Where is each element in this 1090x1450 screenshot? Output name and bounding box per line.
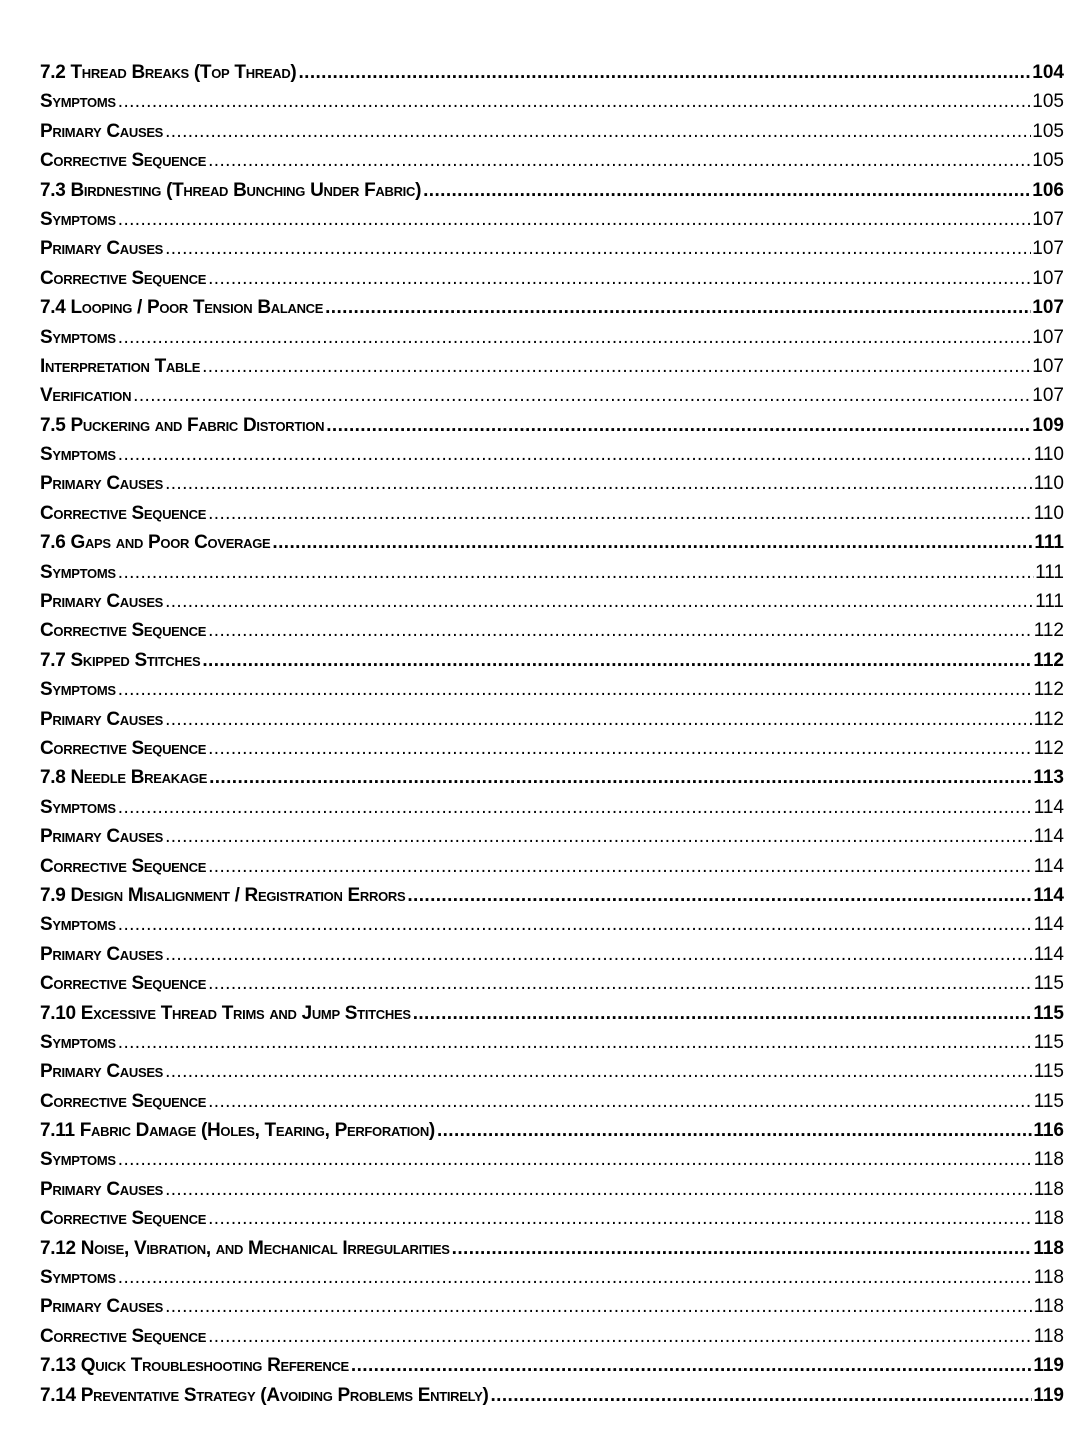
dot-leader — [208, 1322, 1033, 1351]
toc-entry-title: Interpretation Table — [40, 355, 201, 377]
toc-section-entry[interactable] — [40, 881, 1064, 910]
toc-entry-page-number: 119 — [1033, 1355, 1064, 1377]
toc-entry-title: Primary Causes — [40, 591, 164, 613]
toc-subsection-entry[interactable] — [40, 675, 1064, 704]
toc-entry-title: Corrective Sequence — [40, 150, 207, 172]
toc-entry-title: Symptoms — [40, 796, 116, 818]
toc-entry-title: Corrective Sequence — [40, 1208, 207, 1230]
toc-section-entry[interactable] — [40, 1234, 1064, 1263]
toc-entry-title: Primary Causes — [40, 708, 164, 730]
toc-entry-title: Primary Causes — [40, 826, 164, 848]
toc-entry-title: Symptoms — [40, 1031, 116, 1053]
toc-subsection-entry[interactable] — [40, 469, 1064, 498]
toc-entry-title: 7.7 Skipped Stitches — [40, 649, 201, 671]
dot-leader — [208, 264, 1031, 293]
toc-entry-title: Corrective Sequence — [40, 267, 207, 289]
dot-leader — [118, 205, 1032, 234]
toc-entry-title: Verification — [40, 385, 132, 407]
toc-subsection-entry[interactable] — [40, 1292, 1064, 1321]
toc-subsection-entry[interactable] — [40, 558, 1064, 587]
toc-entry-title: Symptoms — [40, 444, 116, 466]
toc-subsection-entry[interactable] — [40, 910, 1064, 939]
toc-section-entry[interactable] — [40, 528, 1064, 557]
toc-entry-page-number: 112 — [1033, 620, 1064, 642]
toc-entry-page-number: 112 — [1033, 679, 1064, 701]
dot-leader — [118, 910, 1033, 939]
toc-subsection-entry[interactable] — [40, 1175, 1064, 1204]
toc-entry-title: 7.6 Gaps and Poor Coverage — [40, 532, 271, 554]
dot-leader — [423, 176, 1031, 205]
dot-leader — [118, 323, 1032, 352]
dot-leader — [208, 1087, 1033, 1116]
toc-entry-page-number: 112 — [1033, 649, 1064, 671]
toc-entry-page-number: 107 — [1032, 297, 1064, 319]
toc-entry-title: Symptoms — [40, 679, 116, 701]
toc-subsection-entry[interactable] — [40, 499, 1064, 528]
dot-leader — [490, 1381, 1032, 1410]
toc-entry-title: Symptoms — [40, 91, 116, 113]
toc-entry-title: Symptoms — [40, 1267, 116, 1289]
toc-entry-page-number: 115 — [1033, 1090, 1064, 1112]
toc-entry-page-number: 116 — [1033, 1120, 1064, 1142]
dot-leader — [452, 1234, 1033, 1263]
dot-leader — [407, 881, 1032, 910]
dot-leader — [118, 440, 1033, 469]
toc-section-entry[interactable] — [40, 176, 1064, 205]
toc-entry-page-number: 109 — [1032, 414, 1064, 436]
toc-entry-page-number: 104 — [1032, 62, 1064, 83]
toc-entry-page-number: 106 — [1032, 179, 1064, 201]
toc-subsection-entry[interactable] — [40, 852, 1064, 881]
dot-leader — [118, 1028, 1033, 1057]
toc-entry-page-number: 105 — [1032, 150, 1064, 172]
toc-section-entry[interactable] — [40, 1351, 1064, 1380]
toc-section-entry[interactable] — [40, 999, 1064, 1028]
toc-entry-title: Corrective Sequence — [40, 855, 207, 877]
toc-entry-title: Symptoms — [40, 1149, 116, 1171]
dot-leader — [202, 646, 1032, 675]
toc-subsection-entry[interactable] — [40, 323, 1064, 352]
toc-entry-title: 7.4 Looping / Poor Tension Balance — [40, 297, 324, 319]
dot-leader — [165, 940, 1033, 969]
toc-subsection-entry[interactable] — [40, 705, 1064, 734]
toc-entry-page-number: 112 — [1033, 708, 1064, 730]
toc-entry-page-number: 118 — [1033, 1237, 1064, 1259]
toc-section-entry[interactable] — [40, 293, 1064, 322]
toc-entry-page-number: 118 — [1033, 1296, 1064, 1318]
dot-leader — [351, 1351, 1032, 1380]
toc-entry-page-number: 107 — [1032, 267, 1064, 289]
toc-subsection-entry[interactable] — [40, 587, 1064, 616]
toc-entry-title: Corrective Sequence — [40, 1090, 207, 1112]
dot-leader — [165, 1057, 1033, 1086]
toc-entry-page-number: 118 — [1033, 1267, 1064, 1289]
toc-entry-page-number: 110 — [1033, 444, 1064, 466]
toc-section-entry[interactable] — [40, 411, 1064, 440]
toc-entry-page-number: 114 — [1033, 826, 1064, 848]
toc-subsection-entry[interactable] — [40, 117, 1064, 146]
toc-entry-page-number: 115 — [1033, 1031, 1064, 1053]
toc-entry-title: 7.8 Needle Breakage — [40, 767, 208, 789]
toc-subsection-entry[interactable] — [40, 1145, 1064, 1174]
toc-subsection-entry[interactable] — [40, 1087, 1064, 1116]
dot-leader — [165, 234, 1031, 263]
dot-leader — [413, 999, 1033, 1028]
toc-entry-title: 7.11 Fabric Damage (Holes, Tearing, Perforation) — [40, 1120, 435, 1142]
toc-entry-page-number: 118 — [1033, 1325, 1064, 1347]
dot-leader — [326, 411, 1031, 440]
toc-entry-page-number: 107 — [1032, 355, 1064, 377]
toc-subsection-entry[interactable] — [40, 1204, 1064, 1233]
toc-entry-title: Symptoms — [40, 208, 116, 230]
dot-leader — [202, 352, 1031, 381]
toc-entry-title: Primary Causes — [40, 943, 164, 965]
toc-subsection-entry[interactable] — [40, 146, 1064, 175]
toc-entry-page-number: 114 — [1033, 855, 1064, 877]
dot-leader — [165, 822, 1033, 851]
toc-entry-title: Primary Causes — [40, 473, 164, 495]
toc-entry-title: Symptoms — [40, 561, 116, 583]
toc-section-entry[interactable] — [40, 646, 1064, 675]
dot-leader — [118, 87, 1032, 116]
toc-entry-title: Corrective Sequence — [40, 973, 207, 995]
toc-entry-title: Primary Causes — [40, 1061, 164, 1083]
toc-entry-page-number: 110 — [1033, 502, 1064, 524]
dot-leader — [165, 117, 1031, 146]
toc-entry-title: 7.12 Noise, Vibration, and Mechanical Irregularities — [40, 1237, 450, 1259]
toc-entry-title: Corrective Sequence — [40, 502, 207, 524]
toc-entry-page-number: 107 — [1032, 238, 1064, 260]
toc-entry-title: Corrective Sequence — [40, 737, 207, 759]
toc-entry-page-number: 105 — [1032, 120, 1064, 142]
toc-subsection-entry[interactable] — [40, 1028, 1064, 1057]
toc-entry-page-number: 111 — [1035, 591, 1064, 613]
dot-leader — [118, 1145, 1033, 1174]
dot-leader — [325, 293, 1031, 322]
toc-subsection-entry[interactable] — [40, 1057, 1064, 1086]
toc-entry-page-number: 118 — [1033, 1178, 1064, 1200]
dot-leader — [165, 469, 1033, 498]
toc-entry-page-number: 110 — [1033, 473, 1064, 495]
toc-entry-page-number: 111 — [1035, 561, 1064, 583]
toc-entry-title: 7.10 Excessive Thread Trims and Jump Stitches — [40, 1002, 411, 1024]
toc-entry-page-number: 118 — [1033, 1149, 1064, 1171]
dot-leader — [118, 1263, 1033, 1292]
toc-entry-title: 7.9 Design Misalignment / Registration Errors — [40, 884, 406, 906]
toc-entry-page-number: 114 — [1033, 884, 1064, 906]
dot-leader — [272, 528, 1033, 557]
toc-entry-page-number: 113 — [1033, 767, 1064, 789]
toc-subsection-entry[interactable] — [40, 87, 1064, 116]
dot-leader — [208, 734, 1033, 763]
toc-entry-page-number: 119 — [1033, 1384, 1064, 1406]
dot-leader — [208, 969, 1033, 998]
dot-leader — [118, 558, 1034, 587]
toc-entry-title: 7.5 Puckering and Fabric Distortion — [40, 414, 325, 436]
toc-subsection-entry[interactable] — [40, 352, 1064, 381]
toc-subsection-entry[interactable] — [40, 264, 1064, 293]
dot-leader — [208, 616, 1033, 645]
toc-subsection-entry[interactable] — [40, 822, 1064, 851]
toc-entry-page-number: 111 — [1034, 532, 1064, 554]
toc-subsection-entry[interactable] — [40, 234, 1064, 263]
dot-leader — [133, 381, 1031, 410]
dot-leader — [208, 1204, 1033, 1233]
toc-entry-title: Symptoms — [40, 914, 116, 936]
dot-leader — [165, 1292, 1033, 1321]
dot-leader — [165, 587, 1034, 616]
toc-section-entry[interactable] — [40, 58, 1064, 87]
toc-entry-page-number: 105 — [1032, 91, 1064, 113]
table-of-contents — [40, 58, 1064, 1410]
toc-entry-title: Primary Causes — [40, 1178, 164, 1200]
toc-entry-page-number: 107 — [1032, 385, 1064, 407]
toc-subsection-entry[interactable] — [40, 1322, 1064, 1351]
toc-subsection-entry[interactable] — [40, 616, 1064, 645]
toc-section-entry[interactable] — [40, 763, 1064, 792]
dot-leader — [165, 705, 1033, 734]
dot-leader — [208, 499, 1033, 528]
toc-entry-title: Symptoms — [40, 326, 116, 348]
toc-entry-page-number: 114 — [1033, 914, 1064, 936]
toc-subsection-entry[interactable] — [40, 205, 1064, 234]
toc-entry-title: Primary Causes — [40, 120, 164, 142]
toc-subsection-entry[interactable] — [40, 793, 1064, 822]
toc-subsection-entry[interactable] — [40, 969, 1064, 998]
toc-entry-title: 7.13 Quick Troubleshooting Reference — [40, 1355, 349, 1377]
toc-entry-title: Corrective Sequence — [40, 620, 207, 642]
toc-entry-page-number: 114 — [1033, 943, 1064, 965]
toc-entry-title: Primary Causes — [40, 238, 164, 260]
toc-entry-page-number: 107 — [1032, 208, 1064, 230]
toc-entry-page-number: 114 — [1033, 796, 1064, 818]
toc-entry-title: 7.14 Preventative Strategy (Avoiding Problems Entirely) — [40, 1384, 489, 1406]
toc-entry-page-number: 118 — [1033, 1208, 1064, 1230]
toc-entry-title: Primary Causes — [40, 1296, 164, 1318]
dot-leader — [208, 146, 1031, 175]
toc-entry-page-number: 112 — [1033, 737, 1064, 759]
dot-leader — [118, 793, 1033, 822]
dot-leader — [209, 763, 1032, 792]
toc-section-entry[interactable] — [40, 1116, 1064, 1145]
toc-subsection-entry[interactable] — [40, 1263, 1064, 1292]
dot-leader — [118, 675, 1033, 704]
toc-subsection-entry[interactable] — [40, 734, 1064, 763]
toc-entry-page-number: 115 — [1033, 973, 1064, 995]
dot-leader — [437, 1116, 1032, 1145]
toc-entry-page-number: 115 — [1033, 1002, 1064, 1024]
toc-subsection-entry[interactable] — [40, 940, 1064, 969]
toc-subsection-entry[interactable] — [40, 381, 1064, 410]
toc-entry-page-number: 115 — [1033, 1061, 1064, 1083]
dot-leader — [208, 852, 1033, 881]
toc-subsection-entry[interactable] — [40, 440, 1064, 469]
toc-section-entry[interactable] — [40, 1381, 1064, 1410]
dot-leader — [165, 1175, 1033, 1204]
toc-entry-title: 7.3 Birdnesting (Thread Bunching Under Fabric) — [40, 179, 422, 201]
toc-entry-title: 7.2 Thread Breaks (Top Thread) — [40, 62, 297, 83]
toc-entry-title: Corrective Sequence — [40, 1325, 207, 1347]
toc-entry-page-number: 107 — [1032, 326, 1064, 348]
dot-leader — [298, 58, 1031, 87]
